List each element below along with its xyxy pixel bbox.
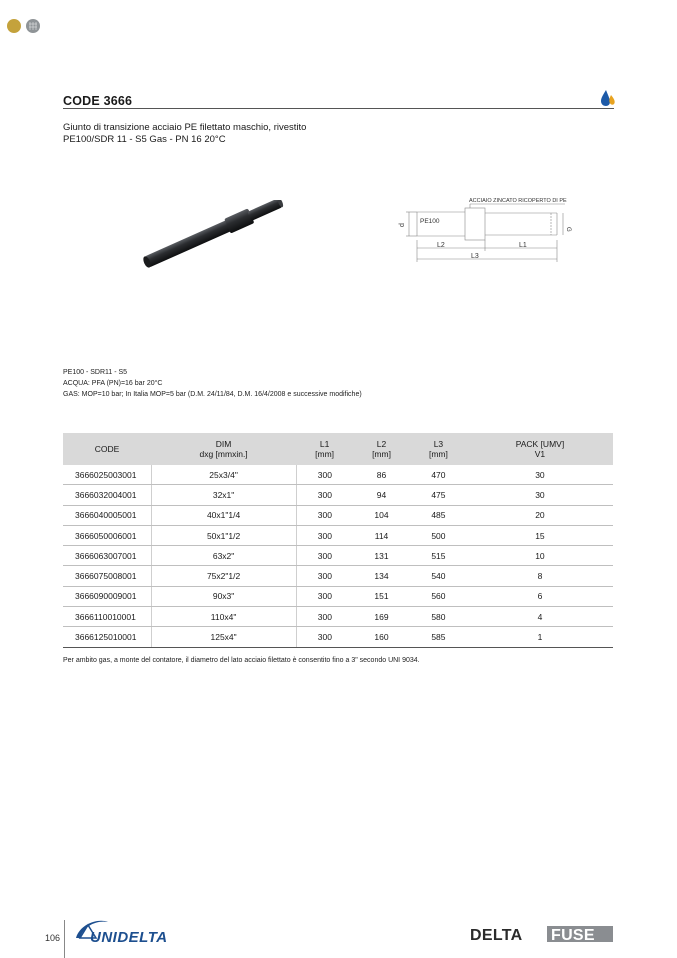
cell-l2: 114 (353, 525, 410, 545)
cell-l3: 475 (410, 485, 467, 505)
header-dot-grey (26, 19, 40, 33)
table-row (63, 465, 613, 485)
cell-l2: 160 (353, 627, 410, 647)
cell-l1: 300 (296, 465, 353, 485)
cell-dim: 125x4" (151, 627, 296, 647)
product-image (135, 200, 285, 275)
cell-pack: 4 (467, 607, 613, 627)
drawing-label-l3: L3 (471, 253, 479, 260)
drawing-label-l1: L1 (519, 242, 527, 249)
cell-code: 3666040005001 (63, 505, 151, 525)
cell-code: 3666110010001 (63, 607, 151, 627)
cell-pack: 30 (467, 465, 613, 485)
footnote: Per ambito gas, a monte del contatore, il diametro del lato acciaio filettato è consentito fino a 3" secondo UNI 9034. (63, 657, 420, 664)
cell-dim: 32x1" (151, 485, 296, 505)
cell-l3: 500 (410, 525, 467, 545)
table-row (63, 546, 613, 566)
cell-dim: 63x2" (151, 546, 296, 566)
cell-l1: 300 (296, 525, 353, 545)
cell-l2: 131 (353, 546, 410, 566)
footer-divider (64, 920, 65, 958)
unidelta-logo (70, 916, 210, 946)
cell-dim: 50x1"1/2 (151, 525, 296, 545)
cell-dim: 40x1"1/4 (151, 505, 296, 525)
page-title: CODE 3666 (63, 94, 133, 108)
cell-pack: 8 (467, 566, 613, 586)
table-row (63, 586, 613, 606)
cell-l1: 300 (296, 566, 353, 586)
cell-l1: 300 (296, 586, 353, 606)
cell-code: 3666125010001 (63, 627, 151, 647)
cell-code: 3666063007001 (63, 546, 151, 566)
cell-l1: 300 (296, 627, 353, 647)
cell-pack: 1 (467, 627, 613, 647)
cell-dim: 90x3" (151, 586, 296, 606)
cell-l1: 300 (296, 505, 353, 525)
table-row (63, 607, 613, 627)
cell-pack: 30 (467, 485, 613, 505)
unidelta-logo-text: UNIDELTA (90, 929, 168, 946)
header-dot-gold (7, 19, 21, 33)
col-header-l2: L2 [mm] (372, 439, 391, 459)
cell-l2: 86 (353, 465, 410, 485)
cell-l3: 580 (410, 607, 467, 627)
cell-code: 3666090009001 (63, 586, 151, 606)
title-divider (63, 108, 614, 109)
cell-l1: 300 (296, 546, 353, 566)
cell-l3: 560 (410, 586, 467, 606)
cell-pack: 10 (467, 546, 613, 566)
table-header-row (63, 433, 613, 465)
technical-drawing (395, 190, 580, 265)
cell-code: 3666025003001 (63, 465, 151, 485)
cell-l3: 470 (410, 465, 467, 485)
drawing-label-steel: ACCIAIO ZINCATO RICOPERTO DI PE (469, 198, 567, 204)
col-header-pack: PACK [UMV] V1 (515, 439, 565, 459)
cell-dim: 110x4" (151, 607, 296, 627)
water-gas-drop-icon (600, 89, 616, 107)
table-row (63, 525, 613, 545)
drawing-label-l2: L2 (437, 242, 445, 249)
spec-line-gas: GAS: MOP=10 bar; In Italia MOP=5 bar (D.M. 24/11/84, D.M. 16/4/2008 e successive modifiche) (63, 391, 362, 398)
cell-l3: 585 (410, 627, 467, 647)
spec-line-material: PE100 - SDR11 - S5 (63, 369, 128, 376)
cell-l2: 94 (353, 485, 410, 505)
product-spec-summary: PE100/SDR 11 - S5 Gas - PN 16 20°C (63, 134, 226, 145)
cell-pack: 20 (467, 505, 613, 525)
deltafuse-logo-fuse: FUSE (551, 927, 595, 944)
cell-pack: 15 (467, 525, 613, 545)
cell-l2: 169 (353, 607, 410, 627)
page-number: 106 (45, 933, 61, 943)
product-table (63, 433, 613, 648)
cell-l3: 485 (410, 505, 467, 525)
table-row (63, 627, 613, 647)
drawing-label-g: G (565, 227, 571, 232)
spec-line-water: ACQUA: PFA (PN)=16 bar 20°C (63, 380, 163, 387)
cell-l2: 134 (353, 566, 410, 586)
drawing-label-d: d (399, 223, 406, 227)
cell-code: 3666075008001 (63, 566, 151, 586)
cell-l2: 151 (353, 586, 410, 606)
cell-code: 3666050006001 (63, 525, 151, 545)
cell-l3: 540 (410, 566, 467, 586)
cell-dim: 25x3/4" (151, 465, 296, 485)
col-header-dim: DIM dxg [mmxin.] (199, 439, 248, 459)
cell-pack: 6 (467, 586, 613, 606)
table-row (63, 566, 613, 586)
drawing-label-pe: PE100 (420, 218, 440, 225)
grid-icon (26, 19, 40, 33)
cell-l3: 515 (410, 546, 467, 566)
table-row (63, 485, 613, 505)
cell-l2: 104 (353, 505, 410, 525)
col-header-code: CODE (94, 444, 120, 454)
col-header-l1: L1 [mm] (315, 439, 335, 459)
cell-l1: 300 (296, 485, 353, 505)
col-header-l3: L3 [mm] (428, 439, 448, 459)
cell-l1: 300 (296, 607, 353, 627)
product-description: Giunto di transizione acciaio PE filettato maschio, rivestito (63, 122, 307, 133)
cell-code: 3666032004001 (63, 485, 151, 505)
cell-dim: 75x2"1/2 (151, 566, 296, 586)
deltafuse-logo-delta: DELTA (470, 927, 523, 944)
table-row (63, 505, 613, 525)
deltafuse-logo (470, 924, 616, 944)
